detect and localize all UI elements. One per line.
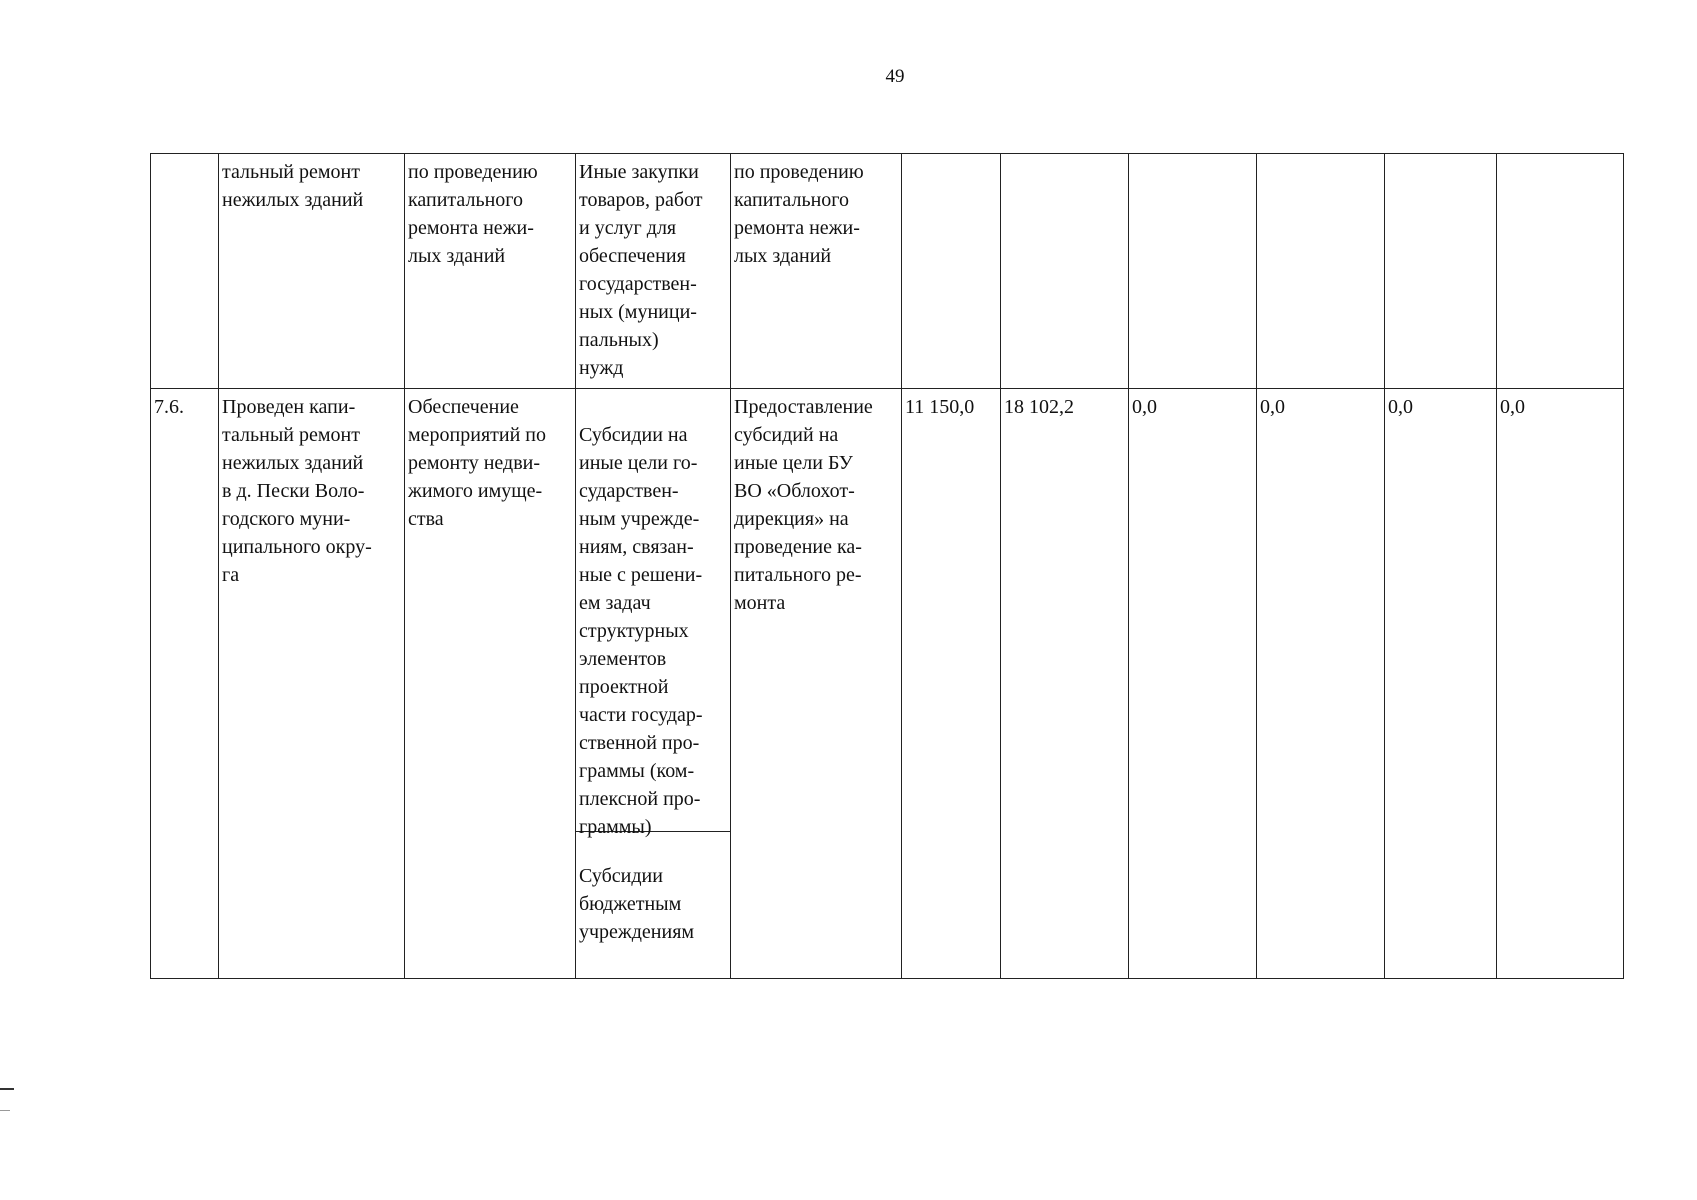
program-table bbox=[150, 153, 1624, 979]
page-number: 49 bbox=[885, 66, 905, 87]
expense-type-subsidies-other: Субсидии на иные цели го- сударствен- ным учрежде- ниям, связан- ные с решени- ем задач структурных элементов проектной части государ- ственной про- граммы (ком- плексной про- граммы) bbox=[576, 417, 730, 832]
cell-value-3 bbox=[1129, 154, 1257, 389]
cell-value-5 bbox=[1385, 154, 1497, 389]
cell-value-2 bbox=[1001, 154, 1129, 389]
cell-value-2: 18 102,2 bbox=[1001, 389, 1129, 979]
margin-mark bbox=[0, 1110, 10, 1111]
cell-result: Проведен капи- тальный ремонт нежилых зданий в д. Пески Воло- годского муни- ципального окру- га bbox=[219, 389, 405, 979]
cell-value-3: 0,0 bbox=[1129, 389, 1257, 979]
cell-value-5: 0,0 bbox=[1385, 389, 1497, 979]
cell-measure: Обеспечение мероприятий по ремонту недви- жимого имуще- ства bbox=[405, 389, 576, 979]
cell-measure: по проведению капитального ремонта нежи- лых зданий bbox=[405, 154, 576, 389]
cell-value-4 bbox=[1257, 154, 1385, 389]
cell-number: 7.6. bbox=[151, 389, 219, 979]
cell-number bbox=[151, 154, 219, 389]
expense-type-subsidies-budget: Субсидии бюджетным учреждениям bbox=[579, 865, 695, 943]
margin-mark bbox=[0, 1088, 14, 1090]
cell-description: по проведению капитального ремонта нежи- лых зданий bbox=[731, 154, 902, 389]
cell-value-1: 11 150,0 bbox=[902, 389, 1001, 979]
cell-expense-type: Иные закупки товаров, работ и услуг для обеспечения государствен- ных (муници- пальных) нужд bbox=[576, 154, 731, 389]
cell-value-6: 0,0 bbox=[1497, 389, 1624, 979]
cell-value-4: 0,0 bbox=[1257, 389, 1385, 979]
cell-value-1 bbox=[902, 154, 1001, 389]
table-row bbox=[151, 389, 1624, 979]
cell-value-6 bbox=[1497, 154, 1624, 389]
table-row bbox=[151, 154, 1624, 389]
cell-result: тальный ремонт нежилых зданий bbox=[219, 154, 405, 389]
cell-description: Предоставление субсидий на иные цели БУ ВО «Облохот- дирекция» на проведение ка- питального ре- монта bbox=[731, 389, 902, 979]
cell-expense-type bbox=[576, 389, 731, 979]
